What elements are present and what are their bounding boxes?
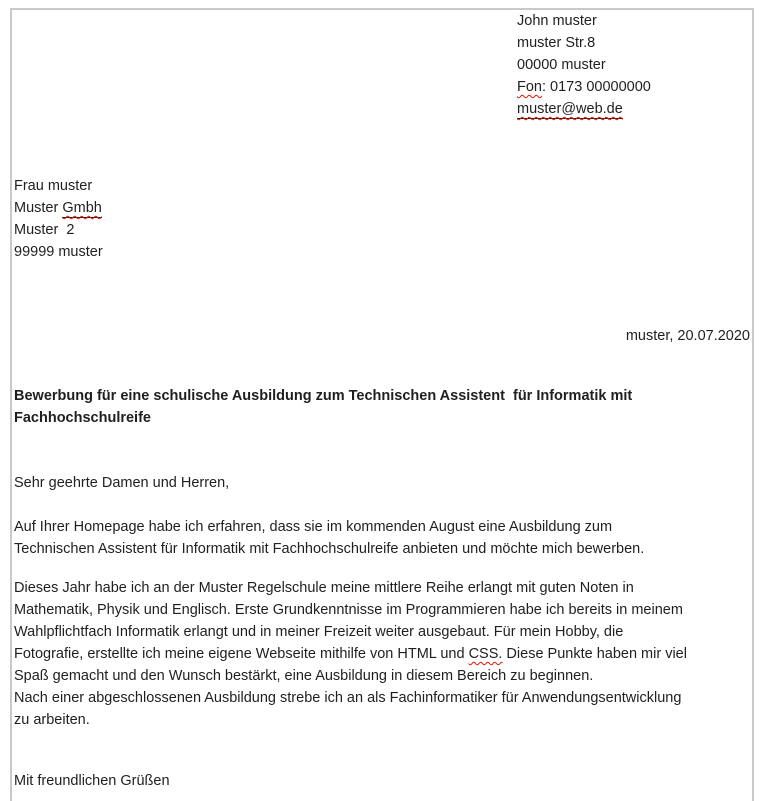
recipient-company-underline [62, 200, 102, 218]
closing-line: Mit freundlichen Grüßen [14, 773, 170, 789]
recipient-company-prefix: Muster [14, 200, 63, 216]
body-text-before-flag: Fotografie, erstellte ich meine eigene Webseite mithilfe von HTML und [14, 646, 469, 662]
paragraph-2 [14, 577, 750, 731]
body-line-with-spellcheck [14, 643, 750, 665]
sender-email: muster@web.de [517, 101, 623, 117]
body-line: Dieses Jahr habe ich an der Muster Regelschule meine mittlere Reihe erlangt mit guten Noten in [14, 580, 634, 596]
body-line: zu arbeiten. [14, 712, 90, 728]
recipient-company-line [14, 197, 750, 219]
recipient-street: Muster 2 [14, 222, 75, 238]
recipient-name: Frau muster [14, 178, 93, 194]
subject-line-2: Fachhochschulreife [14, 410, 151, 426]
recipient-company-word: Gmbh [62, 200, 102, 216]
document-page [10, 8, 754, 801]
date-line: muster, 20.07.2020 [625, 328, 750, 344]
body-line: Technischen Assistent für Informatik mit Fachhochschulreife anbieten und möchte mich bewerben. [14, 541, 645, 557]
sender-phone-number: : 0173 00000000 [542, 79, 651, 95]
body-line: Spaß gemacht und den Wunsch bestärkt, eine Ausbildung in diesem Bereich zu beginnen. [14, 668, 594, 684]
body-line: Nach einer abgeschlossenen Ausbildung strebe ich an als Fachinformatiker für Anwendungsentwicklung [14, 690, 682, 706]
sender-city: 00000 muster [517, 57, 606, 73]
sender-block [517, 10, 750, 120]
body-line: Auf Ihrer Homepage habe ich erfahren, dass sie im kommenden August eine Ausbildung zum [14, 519, 613, 535]
body-text-after-flag: Diese Punkte haben mir viel [502, 646, 687, 662]
recipient-city: 99999 muster [14, 244, 103, 260]
salutation: Sehr geehrte Damen und Herren, [14, 475, 230, 491]
paragraph-1 [14, 516, 750, 560]
body-line: Wahlpflichtfach Informatik erlangt und in meiner Freizeit weiter ausgebaut. Für mein Hobby, die [14, 624, 624, 640]
recipient-block [14, 175, 750, 263]
spellcheck-flagged-word: CSS. [468, 646, 503, 662]
subject-line-1: Bewerbung für eine schulische Ausbildung zum Technischen Assistent für Informatik mit [14, 388, 633, 404]
sender-street: muster Str.8 [517, 35, 596, 51]
sender-email-underline [517, 101, 623, 119]
sender-phone-line [517, 76, 750, 98]
subject-block [14, 385, 750, 429]
sender-name: John muster [517, 13, 597, 29]
sender-phone-label: Fon [517, 79, 542, 95]
body-line: Mathematik, Physik und Englisch. Erste Grundkenntnisse im Programmieren habe ich bereits in meinem [14, 602, 683, 618]
sender-email-line [517, 98, 750, 120]
